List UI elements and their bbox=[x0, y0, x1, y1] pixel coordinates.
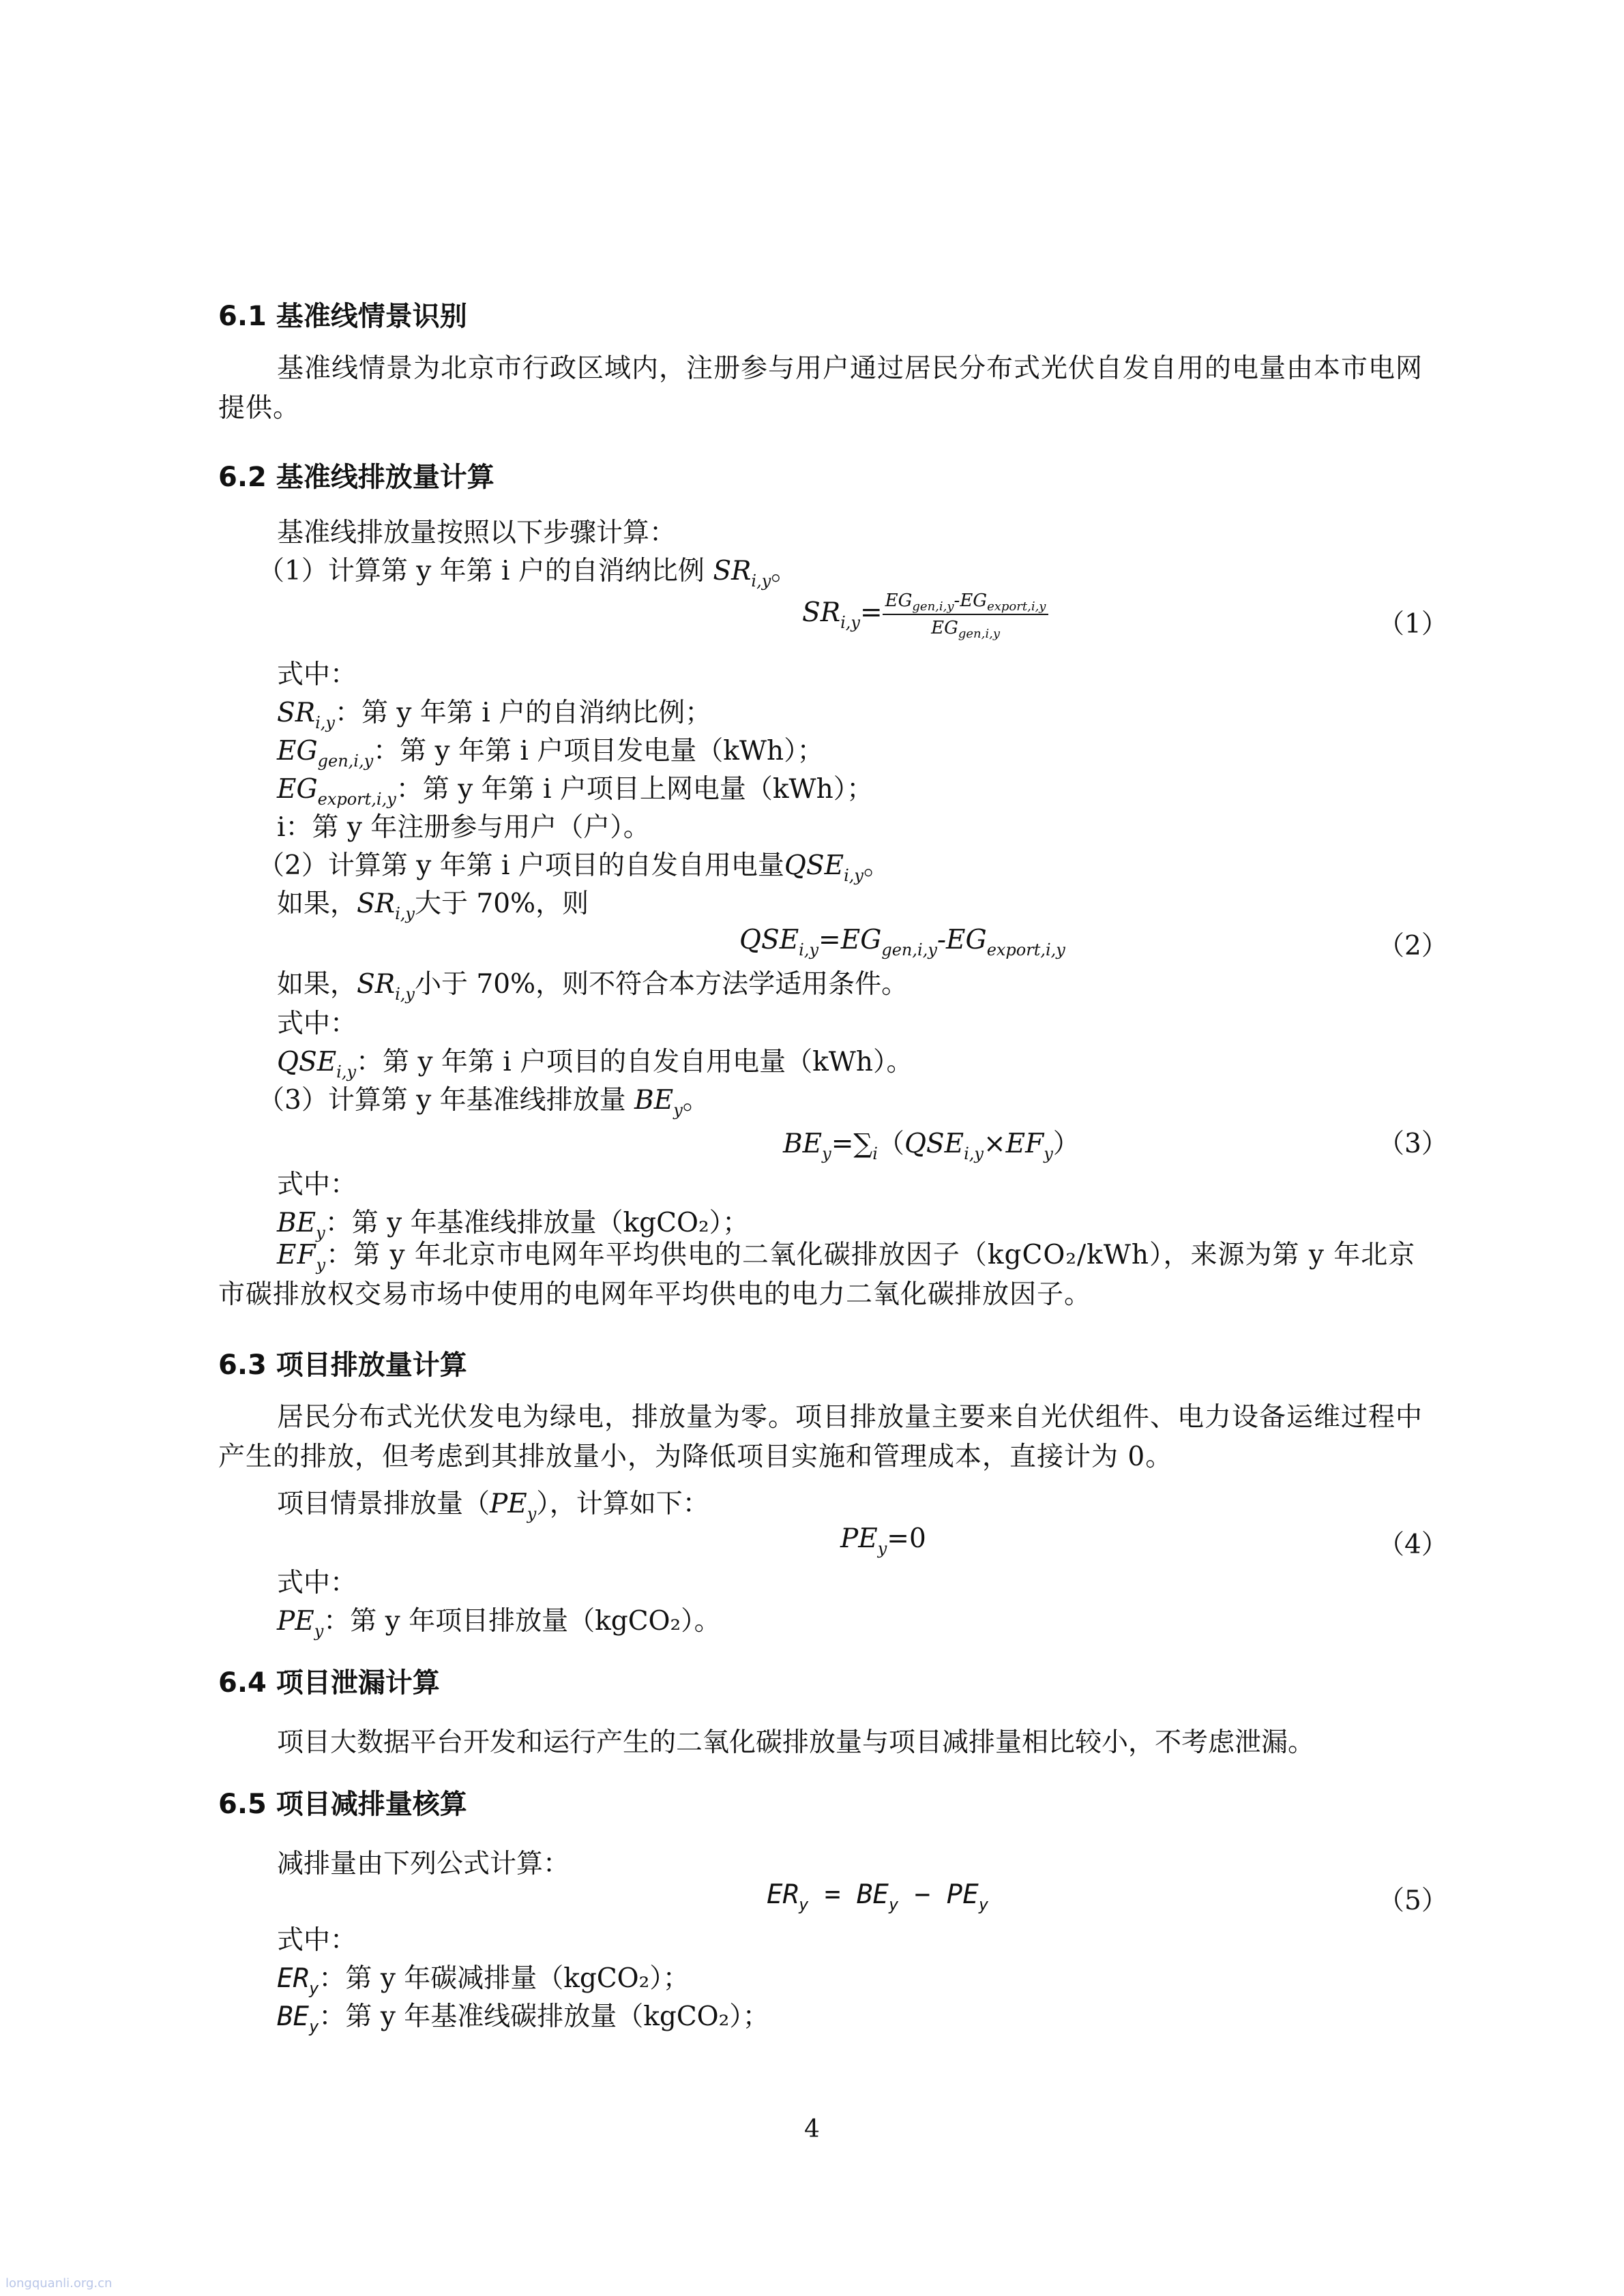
heading-6-3: 6.3 项目排放量计算 bbox=[218, 1350, 467, 1381]
page-number: 4 bbox=[804, 2115, 820, 2143]
formula-5: $ER_y = BE_y - PE_y$ bbox=[767, 1879, 989, 1914]
def-eg-gen: $EG_{gen,i,y}$：第 y 年第 i 户项目发电量（kWh）； bbox=[277, 736, 824, 771]
def-qse: $QSE_{i,y}$：第 y 年第 i 户项目的自发自用电量（kWh）。 bbox=[277, 1047, 913, 1082]
intro-6-2: 基准线排放量按照以下步骤计算： bbox=[277, 518, 677, 548]
formula-1: $SR_{i,y}=$ $\frac{EG_{gen,i,y}-EG_{export,i,y}}{EG_{gen,i,y}}$ bbox=[802, 591, 1048, 638]
formula-3: $BE_y=\sum_i(QSE_{i,y}\times EF_y)$ bbox=[783, 1129, 1080, 1163]
def-be: $BE_y$：第 y 年基准线排放量（kgCO₂）； bbox=[277, 1208, 750, 1242]
step-1-text: （1）计算第 y 年第 i 户的自消纳比例 bbox=[258, 556, 713, 586]
step-2: （2）计算第 y 年第 i 户项目的自发自用电量$QSE_{i,y}$。 bbox=[258, 850, 890, 885]
heading-6-5: 6.5 项目减排量核算 bbox=[218, 1789, 467, 1820]
formula-2: $QSE_{i,y}=EG_{gen,i,y}-EG_{export,i,y}$ bbox=[739, 925, 1065, 959]
formula-5-number: （5） bbox=[1378, 1885, 1448, 1916]
where-label-2: 式中： bbox=[277, 1009, 357, 1039]
where-label-3: 式中： bbox=[277, 1169, 357, 1200]
watermark: longquanli.org.cn bbox=[5, 2276, 113, 2291]
where-label-4: 式中： bbox=[277, 1568, 357, 1598]
where-label-5: 式中： bbox=[277, 1925, 357, 1956]
project-emission-intro: 项目情景排放量$(PE_y)$，计算如下： bbox=[277, 1489, 709, 1523]
paragraph-6-1: 基准线情景为北京市行政区域内，注册参与用户通过居民分布式光伏自发自用的电量由本市电网提供。 bbox=[218, 353, 1423, 423]
heading-6-1: 6.1 基准线情景识别 bbox=[218, 301, 467, 332]
heading-6-2: 6.2 基准线排放量计算 bbox=[218, 462, 494, 493]
def-er: $ER_y$：第 y 年碳减排量（kgCO₂）； bbox=[277, 1963, 690, 1998]
condition-2: 如果，$SR_{i,y}$小于 70%，则不符合本方法学适用条件。 bbox=[277, 969, 909, 1004]
formula-1-number: （1） bbox=[1378, 609, 1448, 640]
def-be-2: $BE_y$：第 y 年基准线碳排放量（kgCO₂）； bbox=[277, 2001, 769, 2036]
paragraph-6-3: 居民分布式光伏发电为绿电，排放量为零。项目排放量主要来自光伏组件、电力设备运维过程中产生的排放，但考虑到其排放量小，为降低项目实施和管理成本，直接计为 0。 bbox=[218, 1402, 1423, 1472]
formula-2-number: （2） bbox=[1378, 931, 1448, 961]
paragraph-6-4: 项目大数据平台开发和运行产生的二氧化碳排放量与项目减排量相比较小，不考虑泄漏。 bbox=[277, 1727, 1315, 1758]
formula-3-number: （3） bbox=[1378, 1129, 1448, 1159]
where-label-1: 式中： bbox=[277, 659, 357, 690]
def-eg-export: $EG_{export,i,y}$：第 y 年第 i 户项目上网电量（kWh）； bbox=[277, 774, 874, 809]
heading-6-4: 6.4 项目泄漏计算 bbox=[218, 1667, 440, 1699]
formula-4: $PE_y=0$ bbox=[840, 1523, 926, 1558]
def-ef: $EF_y$：第 y 年北京市电网年平均供电的二氧化碳排放因子（kgCO₂/kWh），来源为第 y 年北京市碳排放权交易市场中使用的电网年平均供电的电力二氧化碳排放因子。 bbox=[218, 1240, 1416, 1310]
condition-1: 如果，$SR_{i,y}$大于 70%，则 bbox=[277, 889, 589, 923]
formula-4-number: （4） bbox=[1378, 1530, 1448, 1560]
def-i: i：第 y 年注册参与用户（户）。 bbox=[277, 812, 650, 843]
step-1: （1）计算第 y 年第 i 户的自消纳比例 $SR_{i,y}$。 bbox=[258, 556, 798, 591]
intro-6-5: 减排量由下列公式计算： bbox=[277, 1849, 570, 1879]
def-sr: $SR_{i,y}$：第 y 年第 i 户的自消纳比例； bbox=[277, 698, 712, 732]
step-3: （3）计算第 y 年基准线排放量 $BE_y$。 bbox=[258, 1085, 709, 1120]
def-pe: $PE_y$：第 y 年项目排放量（kgCO₂）。 bbox=[277, 1606, 721, 1641]
